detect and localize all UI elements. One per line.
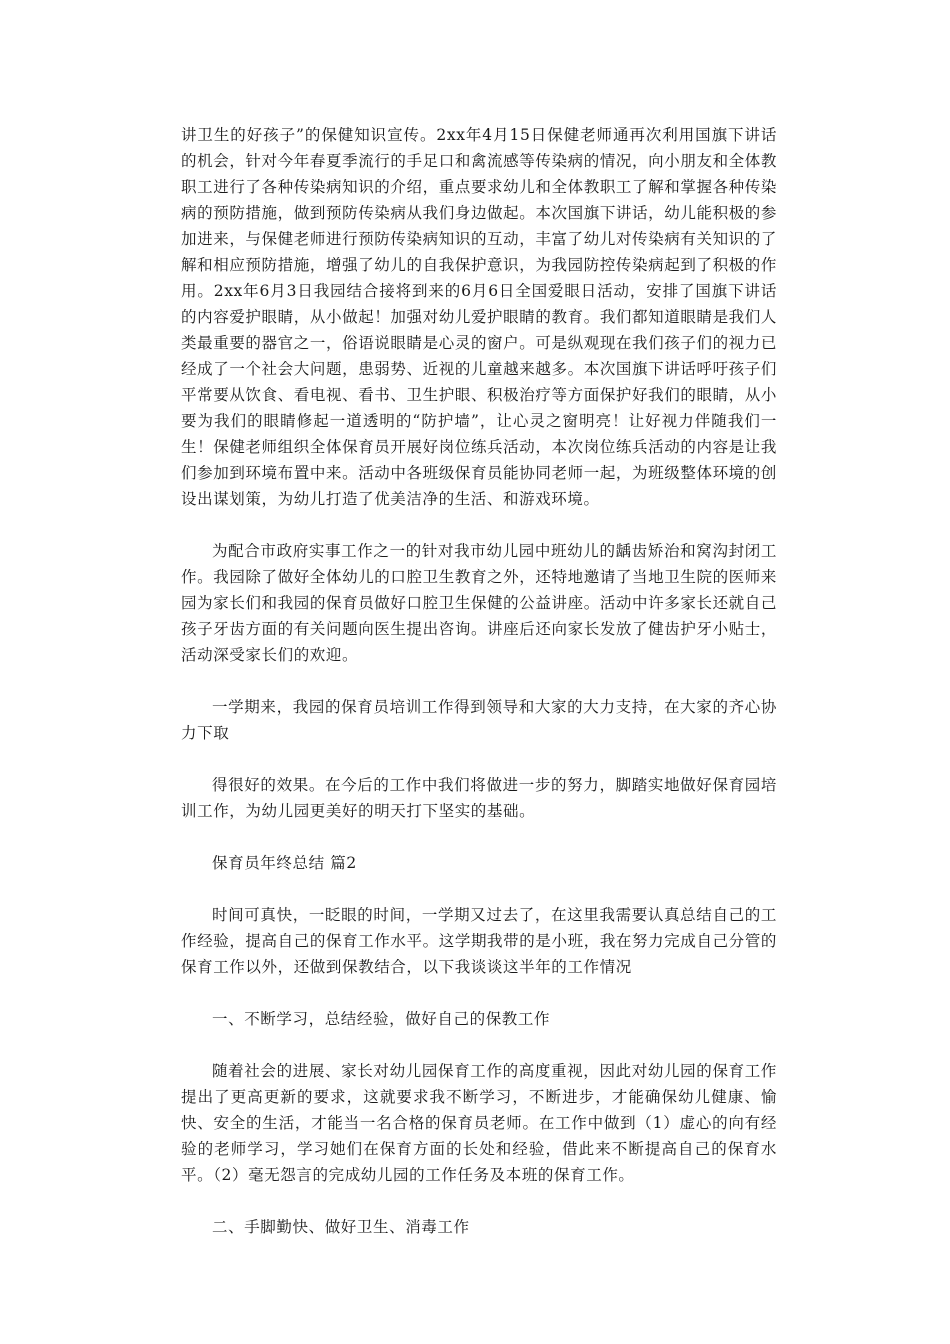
document-body [181,122,777,1266]
paragraph-health-education: 讲卫生的好孩子”的保健知识宣传。2xx年4月15日保健老师通再次利用国旗下讲话的机会，针对今年春夏季流行的手足口和禽流感等传染病的情况，向小朋友和全体教职工进行了各种传染病知识的介绍，重点要求幼儿和全体教职工了解和掌握各种传染病的预防措施，做到预防传染病从我们身边做起。本次国旗下讲话，幼儿能积极的参加进来，与保健老师进行预防传染病知识的互动，丰富了幼儿对传染病有关知识的了解和相应预防措施，增强了幼儿的自我保护意识，为我园防控传染病起到了积极的作用。2xx年6月3日我园结合接将到来的6月6日全国爱眼日活动，安排了国旗下讲话的内容爱护眼睛，从小做起！加强对幼儿爱护眼睛的教育。我们都知道眼睛是我们人类最重要的器官之一，俗语说眼睛是心灵的窗户。可是纵观现在我们孩子们的视力已经成了一个社会大问题，患弱势、近视的儿童越来越多。本次国旗下讲话呼吁孩子们平常要从饮食、看电视、看书、卫生护眼、积极治疗等方面保护好我们的眼睛，从小要为我们的眼睛修起一道透明的“防护墙”，让心灵之窗明亮！让好视力伴随我们一生！保健老师组织全体保育员开展好岗位练兵活动，本次岗位练兵活动的内容是让我们参加到环境布置中来。活动中各班级保育员能协同老师一起，为班级整体环境的创设出谋划策，为幼儿打造了优美洁净的生活、和游戏环境。 [181,126,777,508]
paragraph-intro: 时间可真快，一眨眼的时间，一学期又过去了，在这里我需要认真总结自己的工作经验，提高自己的保育工作水平。这学期我带的是小班，我在努力完成自己分管的保育工作以外，还做到保教结合，以下我谈谈这半年的工作情况 [181,906,777,976]
section-heading-part2: 保育员年终总结 篇2 [212,854,357,872]
paragraph-semester-summary-part2: 得很好的效果。在今后的工作中我们将做进一步的努力，脚踏实地做好保育园培训工作，为幼儿园更美好的明天打下坚实的基础。 [181,776,777,820]
subheading-learning: 一、不断学习，总结经验，做好自己的保教工作 [212,1010,551,1028]
paragraph-semester-summary-part1: 一学期来，我园的保育员培训工作得到领导和大家的大力支持，在大家的齐心协力下取 [181,698,777,742]
paragraph-dental-care: 为配合市政府实事工作之一的针对我市幼儿园中班幼儿的龋齿矫治和窝沟封闭工作。我园除了做好全体幼儿的口腔卫生教育之外，还特地邀请了当地卫生院的医师来园为家长们和我园的保育员做好口腔卫生保健的公益讲座。活动中许多家长还就自己孩子牙齿方面的有关问题向医生提出咨询。讲座后还向家长发放了健齿护牙小贴士，活动深受家长们的欢迎。 [181,542,777,664]
paragraph-learning: 随着社会的进展、家长对幼儿园保育工作的高度重视，因此对幼儿园的保育工作提出了更高更新的要求，这就要求我不断学习，不断进步，才能确保幼儿健康、愉快、安全的生活，才能当一名合格的保育员老师。在工作中做到（1）虚心的向有经验的老师学习，学习她们在保育方面的长处和经验，借此来不断提高自己的保育水平。（2）毫无怨言的完成幼儿园的工作任务及本班的保育工作。 [181,1062,777,1184]
subheading-hygiene: 二、手脚勤快、做好卫生、消毒工作 [212,1218,470,1236]
